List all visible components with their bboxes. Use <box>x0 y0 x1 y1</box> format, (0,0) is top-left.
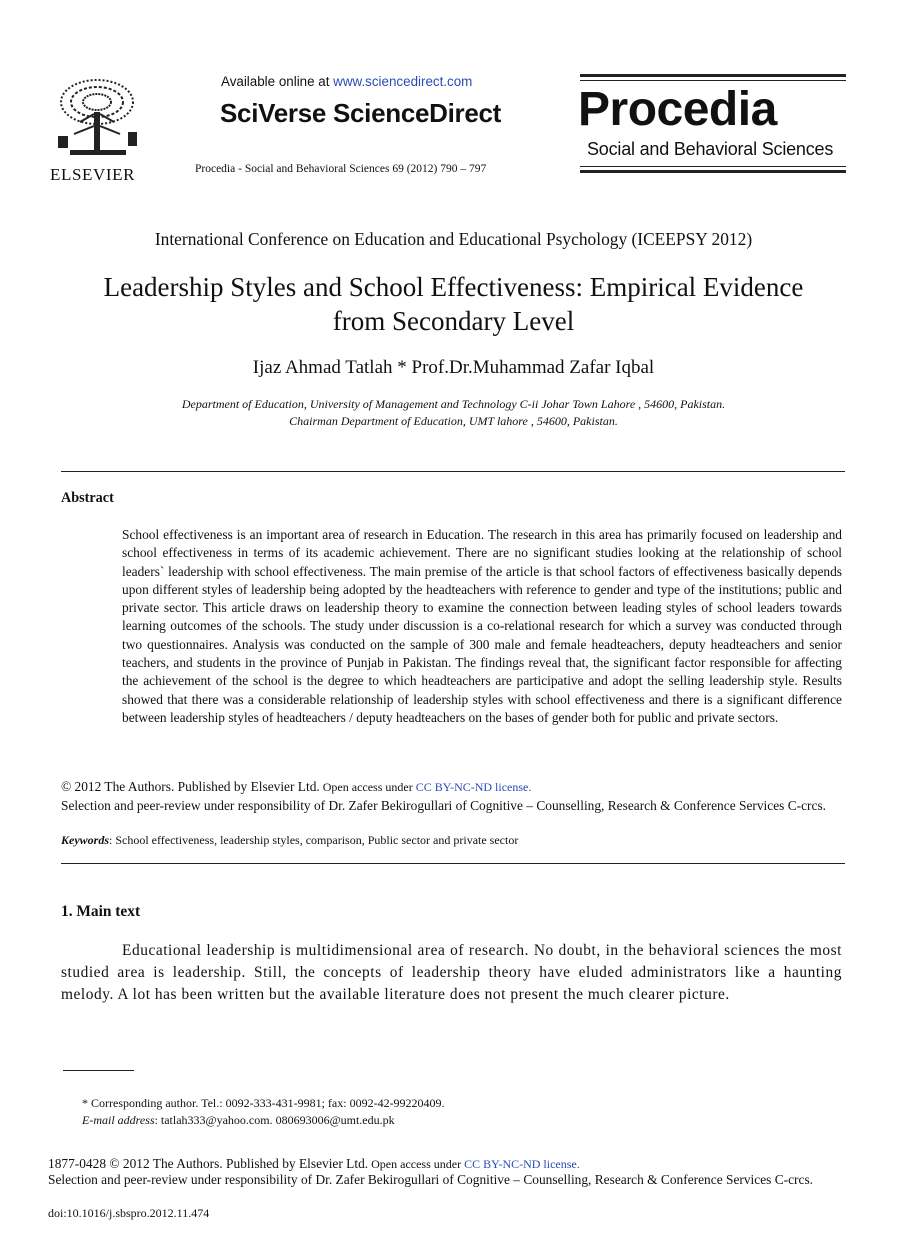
footer-license-link[interactable]: CC BY-NC-ND license. <box>464 1157 580 1171</box>
keywords-label: Keywords <box>61 833 109 847</box>
available-online-label: Available online at <box>221 74 334 89</box>
paper-title-line1: Leadership Styles and School Effectiveness: Empirical Evidence <box>103 272 804 302</box>
sciverse-logo: SciVerse ScienceDirect <box>220 98 502 128</box>
footer-open-access-label: Open access under <box>368 1157 465 1171</box>
procedia-bottom-rule <box>580 166 846 167</box>
procedia-top-rule-2 <box>580 80 846 81</box>
abstract-bottom-rule <box>61 863 845 864</box>
paper-title-line2: from Secondary Level <box>332 306 575 336</box>
footnote-rule <box>63 1070 134 1071</box>
elsevier-tree-icon <box>50 74 146 158</box>
footer-doi: doi:10.1016/j.sbspro.2012.11.474 <box>48 1206 210 1220</box>
license-link[interactable]: CC BY-NC-ND license. <box>415 780 532 794</box>
footnote-corresponding: * Corresponding author. Tel.: 0092-333-431-9981; fax: 0092-42-99220409. <box>82 1096 445 1110</box>
main-paragraph: Educational leadership is multidimensional area of research. No doubt, in the behavioral sciences the most studied area is leadership. Still, the concepts of leadership theory have eluded administrators like a haunting melody. A lot has been written but the available literature does not present the much clearer picture. <box>61 942 842 1003</box>
keywords-list: : School effectiveness, leadership styles, comparison, Public sector and private sector <box>109 833 519 847</box>
affiliation-1: Department of Education, University of Management and Technology C-ii Johar Town Lahore , 54600, Pakistan. <box>181 397 726 411</box>
conference-name: International Conference on Education and Educational Psychology (ICEEPSY 2012) <box>154 229 753 249</box>
copyright-text: © 2012 The Authors. Published by Elsevier Ltd. <box>61 779 320 794</box>
abstract-heading: Abstract <box>61 490 114 506</box>
open-access-label: Open access under <box>319 780 416 794</box>
abstract-peer-review: Selection and peer-review under responsibility of Dr. Zafer Bekirogullari of Cognitive – Counselling, Research & Conference Services C-crcs. <box>61 798 826 813</box>
footer-peer-review: Selection and peer-review under responsibility of Dr. Zafer Bekirogullari of Cognitive – Counselling, Research & Conference Services C-crcs. <box>48 1172 813 1187</box>
affiliation-2: Chairman Department of Education, UMT lahore , 54600, Pakistan. <box>289 414 618 428</box>
footnote-email <box>82 1113 395 1128</box>
procedia-bottom-rule-2 <box>580 170 846 173</box>
email-value: : tatlah333@yahoo.com. 080693006@umt.edu.pk <box>154 1113 395 1127</box>
procedia-subtitle: Social and Behavioral Sciences <box>587 139 834 159</box>
authors: Ijaz Ahmad Tatlah * Prof.Dr.Muhammad Zafar Iqbal <box>252 357 655 378</box>
section-heading: 1. Main text <box>61 903 141 920</box>
keywords <box>61 833 518 848</box>
footer-issn <box>48 1156 580 1172</box>
footer-issn-text: 1877-0428 © 2012 The Authors. Published by Elsevier Ltd. <box>48 1156 369 1171</box>
abstract-top-rule <box>61 471 845 472</box>
elsevier-logo <box>50 74 146 184</box>
abstract-copyright <box>61 779 531 795</box>
email-label: E-mail address <box>82 1113 155 1127</box>
sciencedirect-link[interactable]: www.sciencedirect.com <box>333 74 473 89</box>
journal-citation: Procedia - Social and Behavioral Sciences 69 (2012) 790 – 797 <box>195 163 487 175</box>
abstract-body: School effectiveness is an important area of research in Education. The research in this area has primarily focused on leadership and school effectiveness in terms of its academic achievement. There are no significant studies looking at the relationship of school leaders` leadership with school effectiveness. The main premise of the article is that school factors of effectiveness basically depends upon different styles of leadership being adopted by the headteachers with reference to gender and type of the institutions; public and private sector. This article draws on leadership theory to examine the connection between leading styles of school leaders towards learning outcomes of the schools. The study under discussion is a co-relational research for which a survey was conducted through two questionnaires. Analysis was conducted on the sample of 300 male and female headteachers, deputy headteachers and senior teachers, and students in the province of Punjab in Pakistan. The findings reveal that, the significant factor responsible for affecting the achievement of the school is the degree to which headteachers are participative and adopt the selling leadership style. Results showed that there was a considerable relationship of leadership styles with school effectiveness and there is a significant difference between leadership styles of headteachers / deputy headteachers on the bases of gender both for public and private sectors. <box>122 527 842 725</box>
procedia-title: Procedia <box>578 83 777 136</box>
available-online <box>221 74 472 89</box>
elsevier-wordmark: ELSEVIER <box>50 165 136 184</box>
procedia-top-rule <box>580 74 846 77</box>
